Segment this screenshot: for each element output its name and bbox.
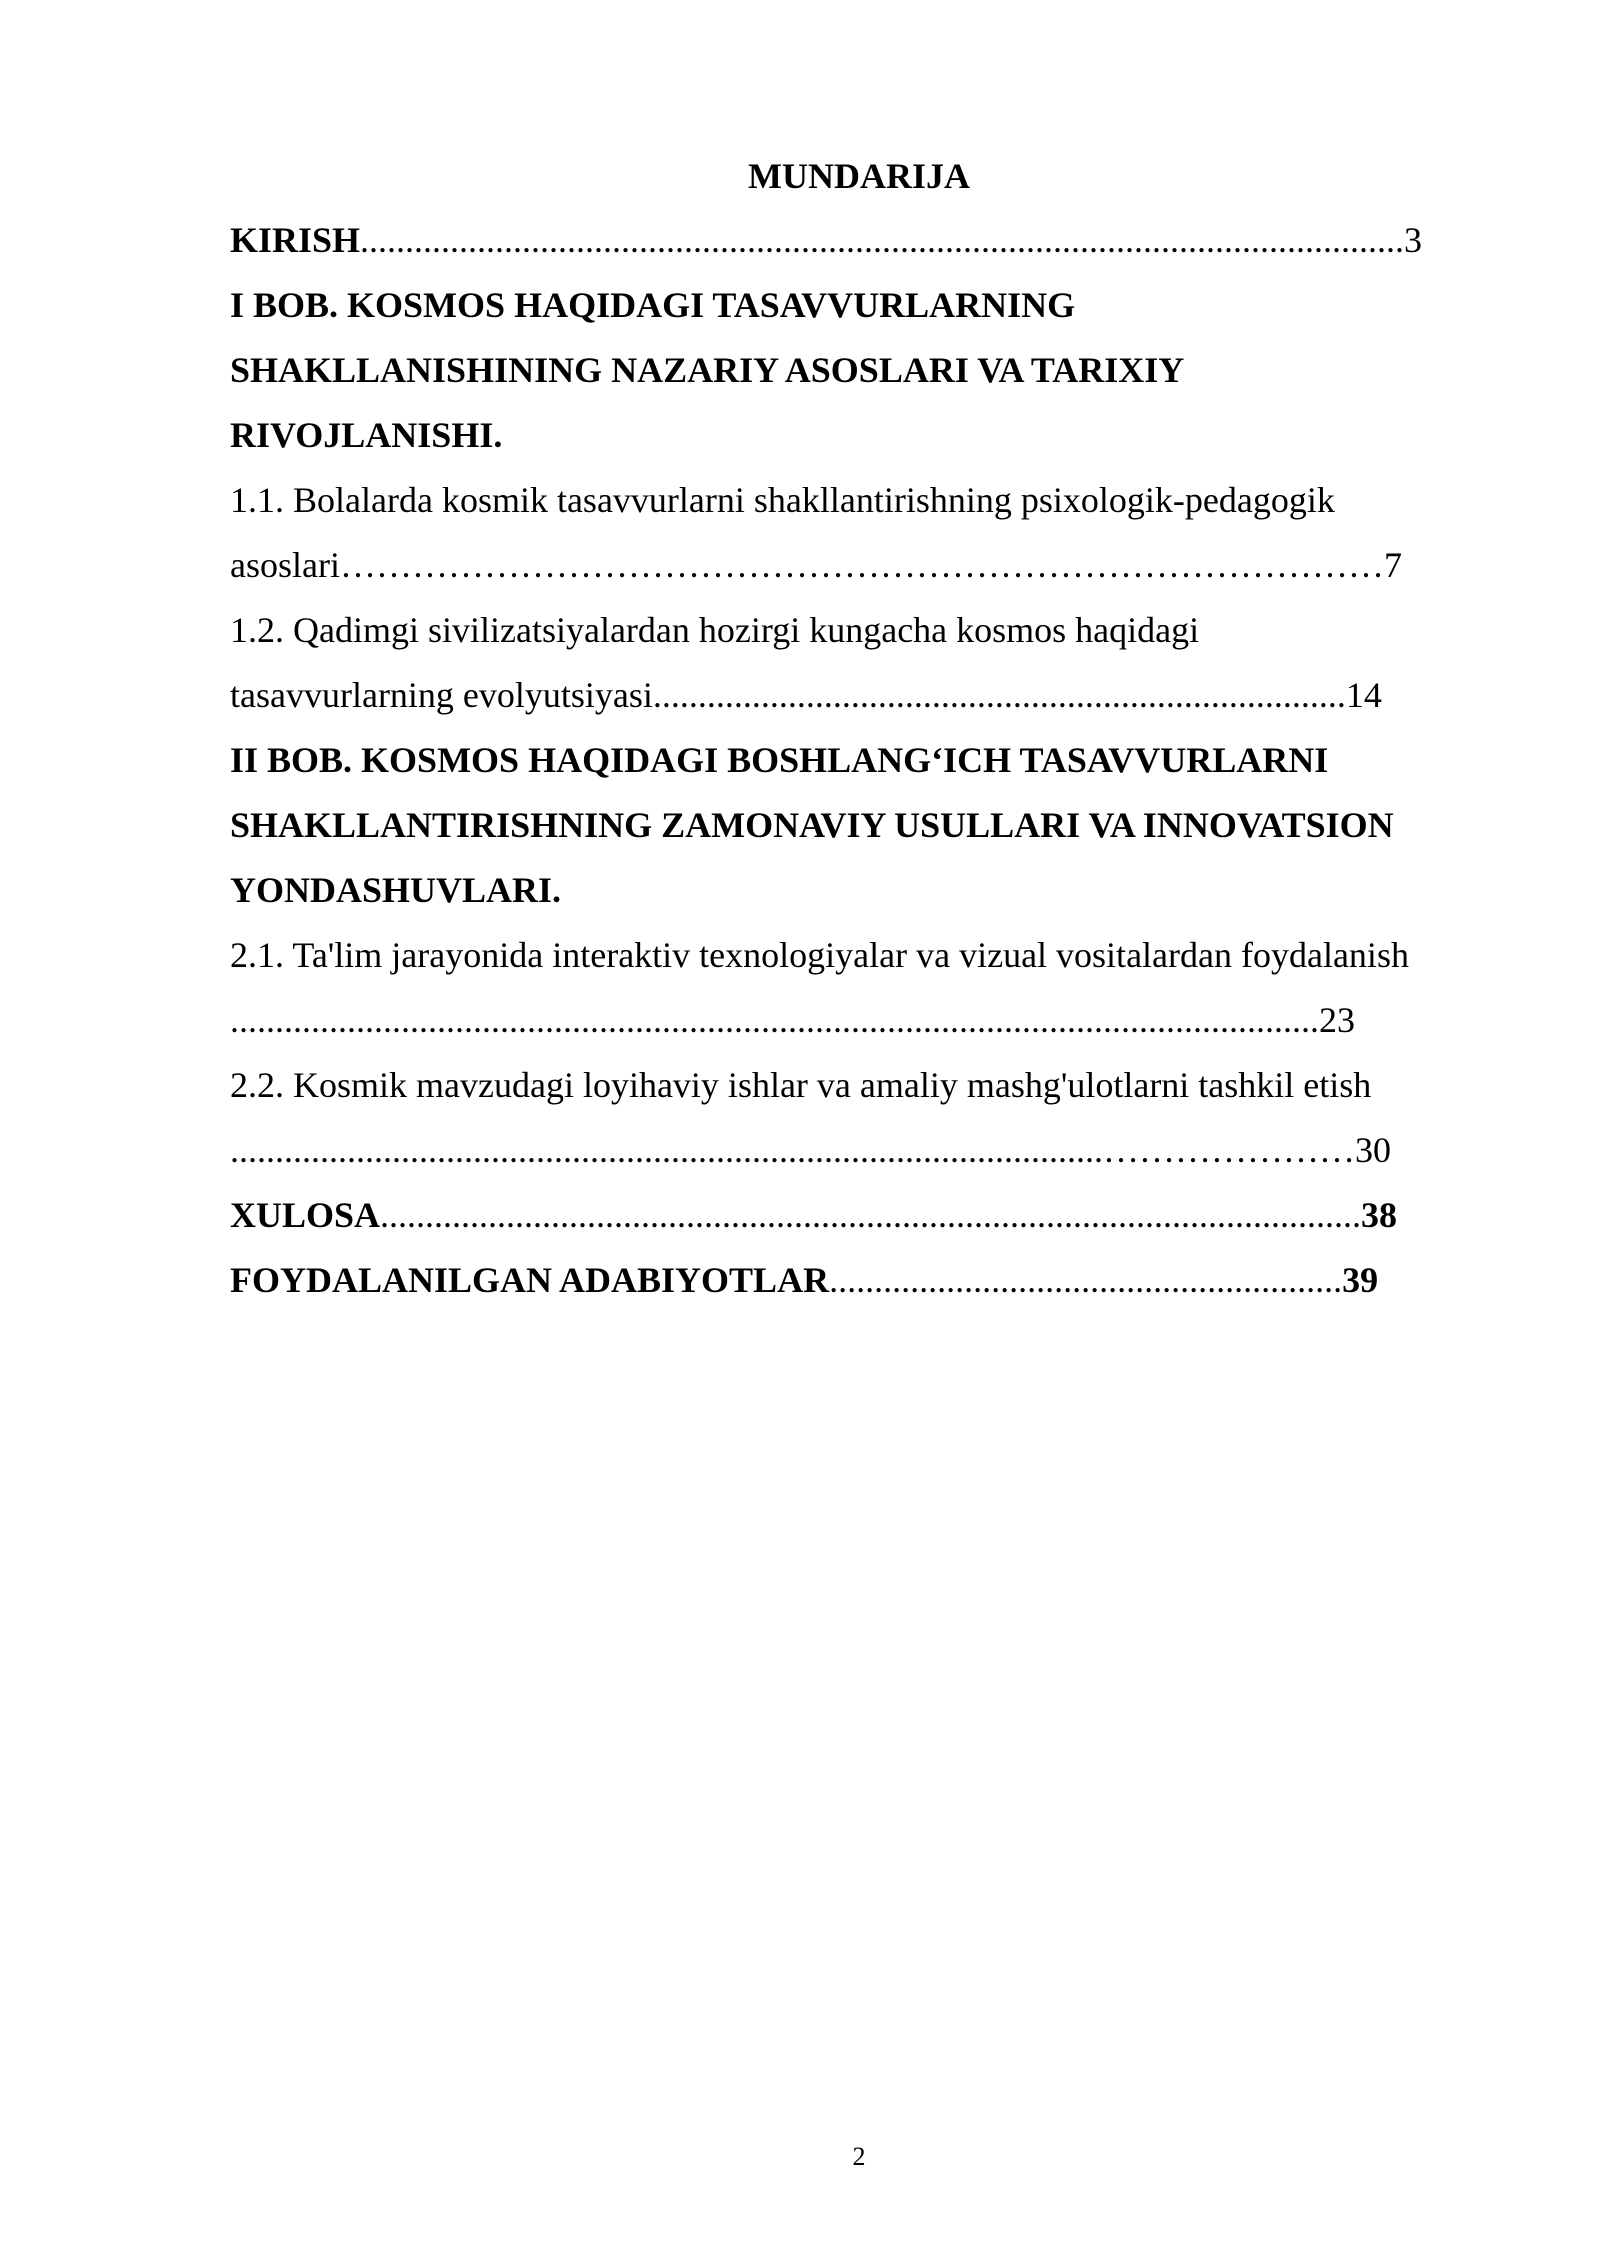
- toc-section-1-1-line-1: 1.1. Bolalarda kosmik tasavvurlarni shakllantirishning psixologik-pedagogik: [230, 480, 1335, 520]
- toc-title: MUNDARIJA: [748, 156, 970, 196]
- toc-entry-text: asoslari: [230, 545, 340, 585]
- toc-chapter-1-line-1: I BOB. KOSMOS HAQIDAGI TASAVVURLARNING: [230, 285, 1076, 325]
- toc-section-1-1-line-2: [230, 541, 1480, 589]
- toc-page-number: 7: [1383, 545, 1402, 585]
- toc-entry-kirish: [230, 216, 1480, 264]
- toc-section-2-2-line-1: 2.2. Kosmik mavzudagi loyihaviy ishlar va amaliy mashg'ulotlarni tashkil etish: [230, 1065, 1372, 1105]
- toc-entry-text: FOYDALANILGAN ADABIYOTLAR: [230, 1260, 830, 1300]
- toc-chapter-1-line-3: RIVOJLANISHI.: [230, 415, 503, 455]
- toc-chapter-1-line-2: SHAKLLANISHINING NAZARIY ASOSLARI VA TARIXIY: [230, 350, 1185, 390]
- toc-entry-text: KIRISH: [230, 220, 361, 260]
- toc-page-number: 30: [1355, 1130, 1391, 1170]
- toc-entry-text: XULOSA: [230, 1195, 381, 1235]
- toc-section-2-1-line-1: 2.1. Ta'lim jarayonida interaktiv texnologiyalar va vizual vositalardan foydalanish: [230, 935, 1409, 975]
- toc-page-number: 39: [1342, 1260, 1379, 1300]
- toc-chapter-2-line-2: SHAKLLANTIRISHNING ZAMONAVIY USULLARI VA INNOVATSION: [230, 805, 1394, 845]
- toc-section-1-2-line-2: [230, 671, 1480, 719]
- toc-page-number: 23: [1319, 1000, 1355, 1040]
- toc-entry-adabiyotlar: [230, 1256, 1480, 1304]
- toc-leader-dots: .................................................................................................…………………: [230, 1130, 1355, 1170]
- toc-page-number: 38: [1361, 1195, 1398, 1235]
- toc-section-2-1-line-2: [230, 996, 1480, 1044]
- toc-section-2-2-line-2: [230, 1126, 1480, 1174]
- toc-page-number: 3: [1404, 220, 1423, 260]
- toc-leader-dots: .........................................................: [829, 1260, 1343, 1300]
- toc-chapter-2-line-1: II BOB. KOSMOS HAQIDAGI BOSHLANG‘ICH TASAVVURLARNI: [230, 740, 1329, 780]
- toc-leader-dots: .........................................................................................................................: [230, 1000, 1319, 1040]
- toc-entry-text: tasavvurlarning evolyutsiyasi: [230, 675, 653, 715]
- toc-leader-dots: ....................................................................................................................: [360, 220, 1405, 260]
- toc-entry-xulosa: [230, 1191, 1480, 1239]
- toc-chapter-2-line-3: YONDASHUVLARI.: [230, 870, 562, 910]
- toc-leader-dots: .............................................................................................................: [380, 1195, 1362, 1235]
- toc-leader-dots: .............................................................................: [652, 675, 1346, 715]
- toc-leader-dots: ……………………………………………………………………………: [339, 545, 1384, 585]
- page-number: 2: [852, 2142, 866, 2171]
- toc-section-1-2-line-1: 1.2. Qadimgi sivilizatsiyalardan hozirgi kungacha kosmos haqidagi: [230, 610, 1200, 650]
- toc-page-number: 14: [1345, 675, 1382, 715]
